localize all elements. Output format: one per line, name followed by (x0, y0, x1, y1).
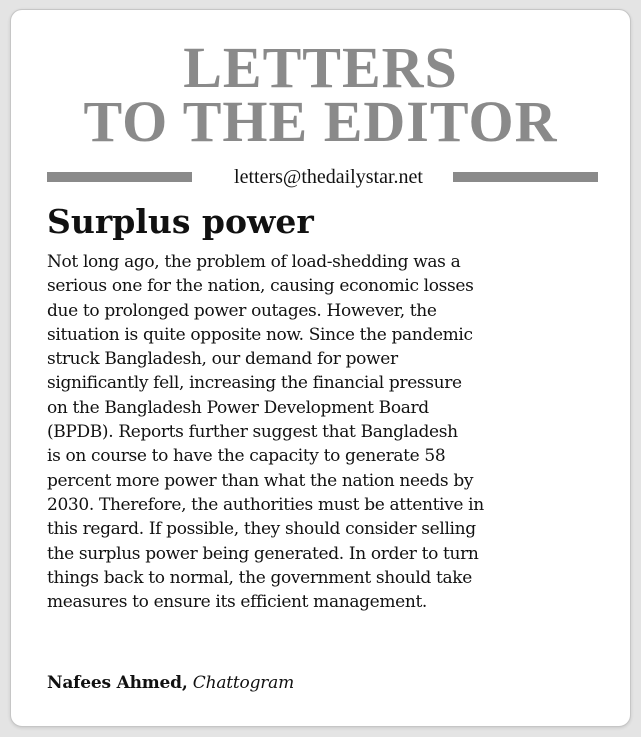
body-line: due to prolonged power outages. However, the (47, 300, 437, 321)
author-name: Nafees Ahmed, (47, 673, 188, 693)
body-line: is on course to have the capacity to generate 58 (47, 446, 446, 467)
letter-signature (47, 671, 294, 695)
body-line: percent more power than what the nation needs by (47, 470, 474, 491)
body-line: this regard. If possible, they should consider selling (47, 519, 476, 540)
body-line: 2030. Therefore, the authorities must be attentive in (47, 494, 484, 515)
body-line: measures to ensure its efficient management. (47, 592, 427, 613)
body-line: things back to normal, the government should take (47, 567, 472, 588)
letter-body (47, 250, 607, 614)
letters-card (10, 9, 631, 727)
section-masthead (11, 35, 630, 154)
body-line: situation is quite opposite now. Since the pandemic (47, 324, 473, 345)
body-line: the surplus power being generated. In order to turn (47, 543, 479, 564)
editor-email: letters@thedailystar.net (234, 166, 423, 188)
body-line: (BPDB). Reports further suggest that Bangladesh (47, 422, 458, 443)
masthead-line-1: LETTERS (183, 35, 458, 100)
masthead-line-2: TO THE EDITOR (83, 89, 558, 154)
left-divider-bar (47, 172, 192, 182)
body-line: on the Bangladesh Power Development Board (47, 397, 429, 418)
body-line: struck Bangladesh, our demand for power (47, 349, 398, 370)
email-rule-row (47, 165, 598, 189)
author-location: Chattogram (192, 673, 295, 693)
body-line: serious one for the nation, causing economic losses (47, 276, 474, 297)
right-divider-bar (453, 172, 598, 182)
letter-title: Surplus power (47, 202, 314, 241)
body-line: Not long ago, the problem of load-shedding was a (47, 252, 461, 272)
body-line: significantly fell, increasing the financial pressure (47, 373, 462, 394)
